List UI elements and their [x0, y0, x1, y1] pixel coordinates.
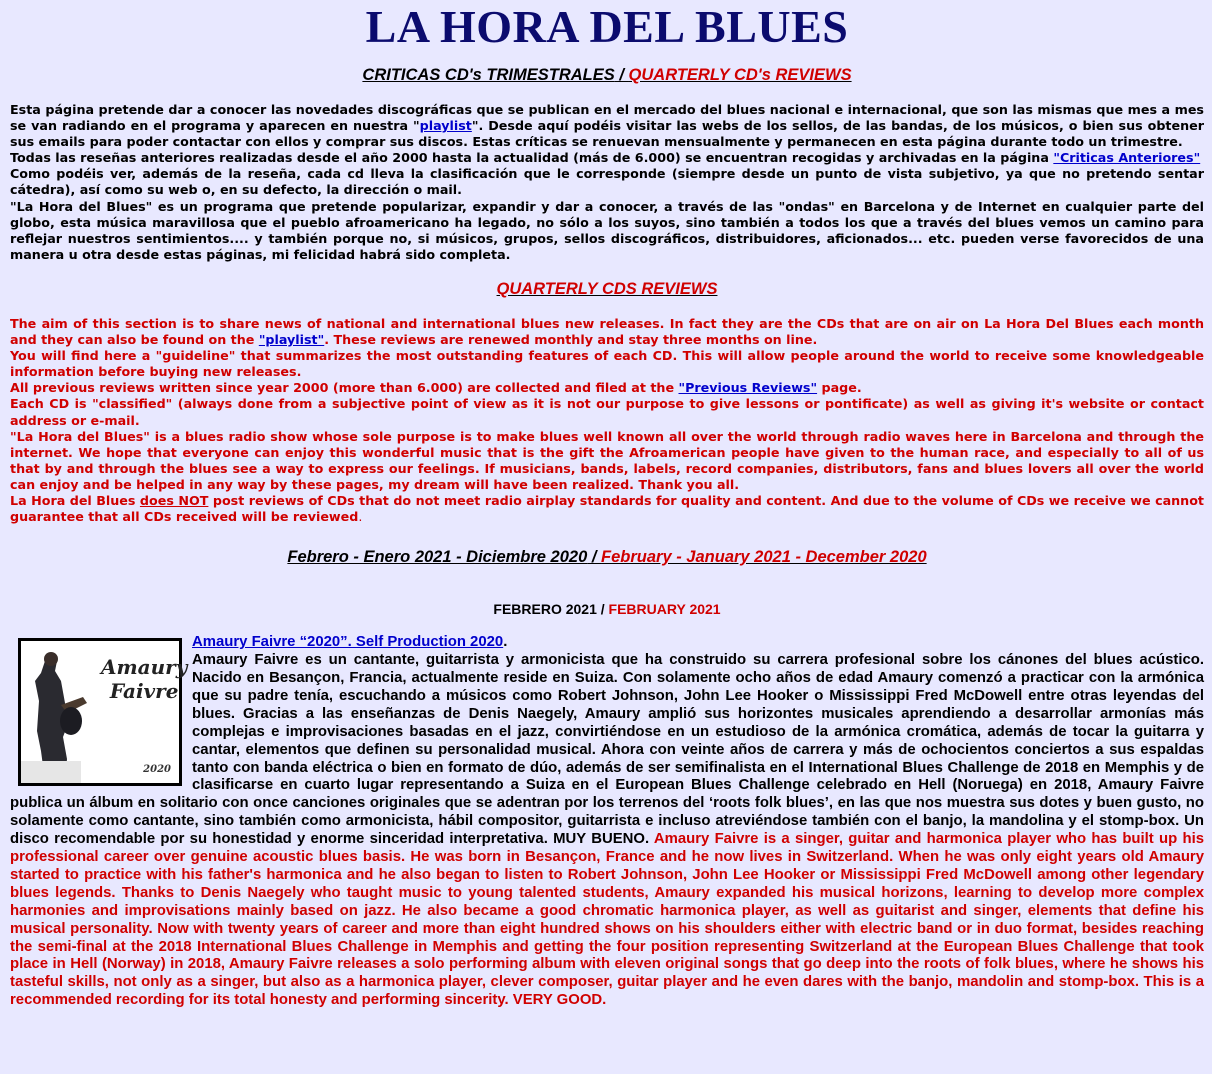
review-title-period: . — [503, 634, 508, 651]
cover-name-line-2: Faivre — [109, 679, 179, 704]
intro-en-p6-text-end: post reviews of CDs that do not meet radio airplay standards for quality and content. And due to the volume of CDs we receive we cannot guarantee that all CDs received will be reviewed — [10, 492, 1204, 525]
subtitle-en: QUARTERLY CD's REVIEWS — [628, 66, 852, 84]
intro-en-p1-text-end: . These reviews are renewed monthly and stay three months on line. — [324, 332, 818, 348]
period-en: February - January 2021 - December 2020 — [601, 548, 927, 567]
cover-name-line-1: Amaury — [101, 655, 188, 680]
subtitle-separator: / — [614, 66, 629, 84]
intro-es-paragraph-1 — [10, 102, 1204, 150]
month-separator: / — [596, 601, 609, 618]
playlist-link-es[interactable]: playlist — [419, 118, 472, 134]
intro-es-paragraph-3: Como podéis ver, además de la reseña, cada cd lleva la clasificación que le corresponde (siempre desde un punto de vista subjetivo, ya que no pretendo sentar cátedra), así como su web o, en su defecto, la dirección o mail. — [10, 166, 1204, 198]
period-separator: / — [587, 548, 602, 567]
review-text-en: Amaury Faivre is a singer, guitar and harmonica player who has built up his professional career over genuine acoustic blues basis. He was born in Besançon, France and he now lives in Switzerland. When he was only eight years old Amaury started to practice with his father's harmonica and he also began to listen to Robert Johnson, John Lee Hooker or Mississippi Fred McDowell among other legendary blues legends. Thanks to Denis Naegely who taught music to young talented students, Amaury expanded his musical horizons, learning to develop more complex harmonies and improvisations mainly based on jazz. He also became a good chromatic harmonica player, as well as guitarist and singer, elements that define his musical personality. Now with twenty years of career and more than eight hundred shows on his shoulders either with electric band or in duo format, besides reaching the semi-final at the 2018 International Blues Challenge in Memphis and getting the four position representing Switzerland at the European Blues Challenge that took place in Hell (Norway) in 2018, Amaury Faivre releases a solo performing album with eleven original songs that go deep into the roots of folk blues, where he shows his tasteful skills, not only as a singer, but also as a harmonica player, clever composer, guitar player and he even dares with the banjo, mandolin and stomp-box. This is a recommended recording for its total honesty and performing sincerity. VERY GOOD. — [10, 831, 1204, 1009]
intro-english — [10, 316, 1204, 525]
intro-es-paragraph-4: "La Hora del Blues" es un programa que pretende popularizar, expandir y dar a conocer, a través de las "ondas" en Barcelona y de Internet en cualquier parte del globo, esta música maravillosa que el pueblo afroamericano ha legado, no sólo a los suyos, sino también a todos los que a través del blues vemos un camino para reflejar nuestros sentimientos.... y también porque no, si músicos, grupos, sellos discográficos, distribuidores, aficionados... etc. pueden verse favorecidos de una manera u otra desde estas páginas, mi felicidad habrá sido completa. — [10, 198, 1204, 262]
intro-en-p6-text: La Hora del Blues — [10, 492, 140, 508]
previous-reviews-link[interactable]: "Previous Reviews" — [678, 380, 818, 396]
intro-es-paragraph-2 — [10, 150, 1204, 166]
month-en: FEBRUARY 2021 — [608, 601, 721, 618]
does-not-emphasis: does NOT — [139, 492, 209, 508]
month-heading — [10, 601, 1204, 617]
intro-es-p2-text: Todas las reseñas anteriores realizadas desde el año 2000 hasta la actualidad (más de 6.000) se encuentran recogidas y archivadas en la página — [10, 150, 1054, 166]
period-es: Febrero - Enero 2021 - Diciembre 2020 — [287, 548, 588, 567]
review-title-line — [10, 634, 1204, 652]
intro-en-paragraph-4: Each CD is "classified" (always done from a subjective point of view as it is not our purpose to give lessons or pontificate) as well as giving it's website or contact address or e-mail. — [10, 396, 1204, 428]
intro-en-p6-period: . — [358, 509, 363, 525]
month-es: FEBRERO 2021 — [493, 601, 597, 618]
intro-en-paragraph-2: You will find here a "guideline" that summarizes the most outstanding features of each CD. This will allow people around the world to receive some knowledgeable information before buying new releases. — [10, 348, 1204, 380]
intro-es-p1-text-end: ". Desde aquí podéis visitar las webs de los sellos, de las bandas, de los músicos, o bien sus obtener sus emails para poder contactar con ellos y comprar sus discos. Estas críticas se renuevan mensualmente y permanecen en esta página durante todo un trimestre. — [10, 118, 1205, 150]
intro-en-p3-text-end: page. — [817, 380, 862, 396]
intro-en-paragraph-1 — [10, 316, 1204, 348]
subtitle-es: CRITICAS CD's TRIMESTRALES — [362, 66, 615, 84]
period-heading — [10, 548, 1204, 567]
criticas-anteriores-link[interactable]: "Criticas Anteriores" — [1053, 150, 1201, 166]
intro-es-p1-text: Esta página pretende dar a conocer las novedades discográficas que se publican en el mercado del blues nacional e internacional, que son las mismas que mes a mes se van radiando en el programa y aparecen en nuestra " — [10, 102, 1204, 134]
intro-en-paragraph-3 — [10, 380, 1204, 396]
section-en-title — [10, 280, 1204, 299]
review-text-es: Amaury Faivre es un cantante, guitarrista y armonicista que ha construido su carrera profesional sobre los cánones del blues acústico. Nacido en Besançon, Francia, actualmente reside en Suiza. Con solamente ocho años de edad Amaury comenzó a practicar con la armónica que su padre tenía, escuchando a músicos como Robert Johnson, John Lee Hooker o Mississippi Fred McDowell entre otras leyendas del blues. Gracias a las enseñanzas de Denis Naegely, Amaury amplió sus horizontes musicales aprendiendo a desarrollar armonías más complejas e improvisaciones basadas en el jazz, convirtiéndose en un estudioso de la armónica cromática, además de tocar la guitarra y cantar, elementos que definen su personalidad musical. Ahora con veinte años de carrera y más de ochocientos conciertos a sus espaldas tanto con banda eléctrica o bien en formato de dúo, además de ser semifinalista en el International Blues Challenge de 2018 en Memphis y de clasificarse en cuarto lugar representando a Suiza en el European Blues Challenge celebrado en Hell (Noruega) en 2018, Amaury Faivre publica un álbum en solitario con once canciones originales que se adentran por los terrenos del ‘roots folk blues’, en las que nos muestra sus dotes y buen gusto, no solamente como cantante, sino también como armonicista, hábil compositor, guitarrista e incluso atreviéndose también con el banjo, la mandolina y el stomp-box. Un disco recomendable por su honestidad y enorme sinceridad interpretativa. MUY BUENO. — [10, 652, 1204, 848]
intro-en-paragraph-6 — [10, 493, 1204, 525]
section-en-title-text: QUARTERLY CDS REVIEWS — [496, 279, 718, 298]
intro-en-p1-text: The aim of this section is to share news of national and international blues new releases. In fact they are the CDs that are on air on La Hora Del Blues each month and they can also be found on the — [10, 315, 1204, 348]
intro-en-paragraph-5: "La Hora del Blues" is a blues radio show whose sole purpose is to make blues well known all over the world through radio waves here in Barcelona and through the internet. We hope that everyone can enjoy this wonderful music that is the gift the Afroamerican people have given to the human race, and especially to all of us that by and through the blues see a way to express our feelings. If musicians, bands, labels, record companies, distributors, fans and blues lovers all over the world can enjoy and be helped in any way by these pages, my dream will have been realized. Thank you all. — [10, 428, 1204, 492]
intro-en-p3-text: All previous reviews written since year 2000 (more than 6.000) are collected and filed at the — [10, 380, 679, 396]
playlist-link-en[interactable]: "playlist" — [258, 332, 325, 348]
subtitle — [10, 66, 1204, 85]
review-item — [10, 634, 1204, 1010]
site-title: LA HORA DEL BLUES — [365, 1, 849, 52]
cover-year: 2020 — [143, 764, 171, 776]
cover-artist-name — [101, 655, 187, 703]
review-title-link[interactable]: Amaury Faivre “2020”. Self Production 2020 — [192, 634, 504, 651]
intro-spanish — [10, 102, 1204, 263]
album-cover[interactable] — [18, 638, 188, 786]
